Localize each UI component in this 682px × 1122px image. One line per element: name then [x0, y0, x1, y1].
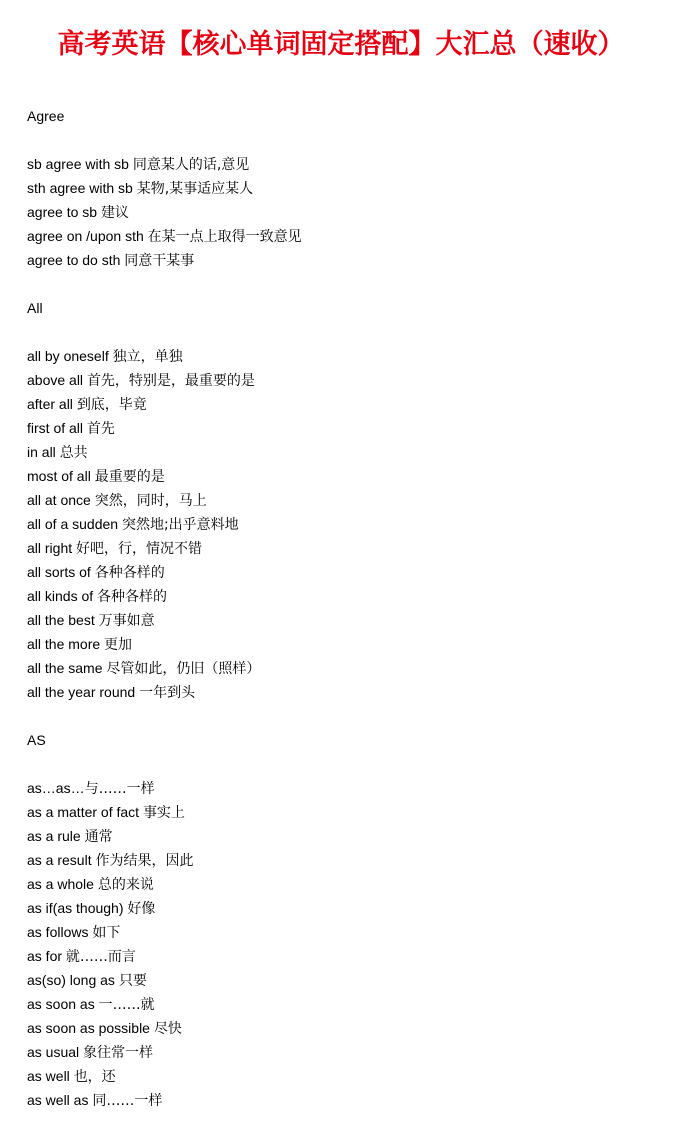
- section-heading-all: All: [27, 300, 43, 316]
- list-item: [27, 1040, 667, 1064]
- phrase-zh: 尽快: [153, 1021, 182, 1037]
- list-item: [27, 1016, 667, 1040]
- phrase-zh: 首先: [86, 421, 115, 437]
- list-item: [27, 344, 667, 368]
- phrase-zh: 同……一样: [92, 1093, 163, 1109]
- phrase-en: as a result: [27, 852, 96, 868]
- phrase-zh: 各种各样的: [94, 565, 165, 581]
- phrase-zh: 象往常一样: [83, 1045, 154, 1061]
- list-item: [27, 464, 667, 488]
- phrase-zh: 在某一点上取得一致意见: [147, 229, 302, 245]
- list-item: [27, 992, 667, 1016]
- phrase-en: agree to do sth: [27, 252, 125, 268]
- phrase-en: as(so) long as: [27, 972, 119, 988]
- phrase-en: as well as: [27, 1092, 93, 1108]
- list-item: [27, 872, 667, 896]
- phrase-zh: 总共: [59, 445, 88, 461]
- phrase-en: sth agree with sb: [27, 180, 137, 196]
- spacer: [27, 272, 667, 296]
- list-item: [27, 440, 667, 464]
- phrase-en: as soon as possible: [27, 1020, 154, 1036]
- phrase-zh: 独立，单独: [112, 349, 183, 365]
- phrase-en: all the same: [27, 660, 107, 676]
- phrase-zh: 与……一样: [84, 781, 155, 797]
- phrase-en: as a whole: [27, 876, 98, 892]
- phrase-en: all the more: [27, 636, 105, 652]
- phrase-zh: 总的来说: [97, 877, 154, 893]
- list-item: [27, 968, 667, 992]
- list-item: [27, 608, 667, 632]
- phrase-en: agree on /upon sth: [27, 228, 148, 244]
- phrase-en: above all: [27, 372, 87, 388]
- phrase-zh: 最重要的是: [94, 469, 165, 485]
- list-item: [27, 368, 667, 392]
- phrase-en: all right: [27, 540, 77, 556]
- phrase-zh: 万事如意: [98, 613, 155, 629]
- phrase-en: all by oneself: [27, 348, 113, 364]
- phrase-en: all the year round: [27, 684, 140, 700]
- phrase-zh: 同意某人的话,意见: [132, 157, 250, 173]
- document-body: [27, 104, 667, 1112]
- list-item: [27, 560, 667, 584]
- phrase-en: all at once: [27, 492, 95, 508]
- list-item: [27, 920, 667, 944]
- spacer: [27, 320, 667, 344]
- phrase-en: most of all: [27, 468, 95, 484]
- phrase-zh: 事实上: [142, 805, 185, 821]
- phrase-zh: 一……就: [98, 997, 155, 1013]
- section-heading-agree: Agree: [27, 108, 65, 124]
- phrase-en: as usual: [27, 1044, 84, 1060]
- section-heading-as: AS: [27, 732, 46, 748]
- phrase-en: in all: [27, 444, 60, 460]
- phrase-en: as follows: [27, 924, 93, 940]
- list-item: [27, 944, 667, 968]
- phrase-en: all kinds of: [27, 588, 98, 604]
- list-item: [27, 176, 667, 200]
- list-item: [27, 512, 667, 536]
- list-item: [27, 824, 667, 848]
- phrase-zh: 好吧，行，情况不错: [76, 541, 203, 557]
- phrase-en: as a matter of fact: [27, 804, 143, 820]
- phrase-zh: 首先，特别是，最重要的是: [86, 373, 255, 389]
- phrase-en: as well: [27, 1068, 74, 1084]
- list-item: [27, 152, 667, 176]
- phrase-en: as if(as though): [27, 900, 128, 916]
- phrase-en: after all: [27, 396, 77, 412]
- list-item: [27, 392, 667, 416]
- list-item: [27, 1088, 667, 1112]
- phrase-zh: 如下: [92, 925, 121, 941]
- phrase-zh: 建议: [100, 205, 129, 221]
- list-item: [27, 416, 667, 440]
- phrase-en: all the best: [27, 612, 99, 628]
- phrase-zh: 突然，同时，马上: [94, 493, 207, 509]
- phrase-en: as a rule: [27, 828, 85, 844]
- phrase-zh: 作为结果，因此: [95, 853, 194, 869]
- phrase-zh: 突然地;出乎意料地: [121, 517, 239, 533]
- phrase-en: as…as…: [27, 780, 85, 796]
- list-item: [27, 680, 667, 704]
- phrase-en: agree to sb: [27, 204, 101, 220]
- document-title: 高考英语【核心单词固定搭配】大汇总（速收）: [57, 29, 625, 60]
- phrase-en: first of all: [27, 420, 87, 436]
- phrase-zh: 同意干某事: [124, 253, 195, 269]
- list-item: [27, 896, 667, 920]
- phrase-zh: 尽管如此，仍旧（照样）: [106, 661, 261, 677]
- phrase-zh: 一年到头: [139, 685, 196, 701]
- phrase-zh: 某物,某事适应某人: [136, 181, 254, 197]
- phrase-zh: 各种各样的: [97, 589, 168, 605]
- phrase-zh: 也，还: [73, 1069, 116, 1085]
- spacer: [27, 752, 667, 776]
- spacer: [27, 128, 667, 152]
- phrase-zh: 好像: [127, 901, 156, 917]
- list-item: [27, 632, 667, 656]
- phrase-en: all sorts of: [27, 564, 95, 580]
- spacer: [27, 704, 667, 728]
- list-item: [27, 488, 667, 512]
- phrase-zh: 通常: [84, 829, 113, 845]
- phrase-en: as for: [27, 948, 66, 964]
- phrase-zh: 就……而言: [65, 949, 136, 965]
- list-item: [27, 1064, 667, 1088]
- list-item: [27, 848, 667, 872]
- list-item: [27, 584, 667, 608]
- phrase-zh: 更加: [104, 637, 133, 653]
- list-item: [27, 776, 667, 800]
- list-item: [27, 536, 667, 560]
- phrase-en: as soon as: [27, 996, 99, 1012]
- phrase-zh: 只要: [118, 973, 147, 989]
- list-item: [27, 200, 667, 224]
- list-item: [27, 248, 667, 272]
- list-item: [27, 224, 667, 248]
- list-item: [27, 800, 667, 824]
- phrase-en: sb agree with sb: [27, 156, 133, 172]
- list-item: [27, 656, 667, 680]
- phrase-en: all of a sudden: [27, 516, 122, 532]
- phrase-zh: 到底，毕竟: [76, 397, 147, 413]
